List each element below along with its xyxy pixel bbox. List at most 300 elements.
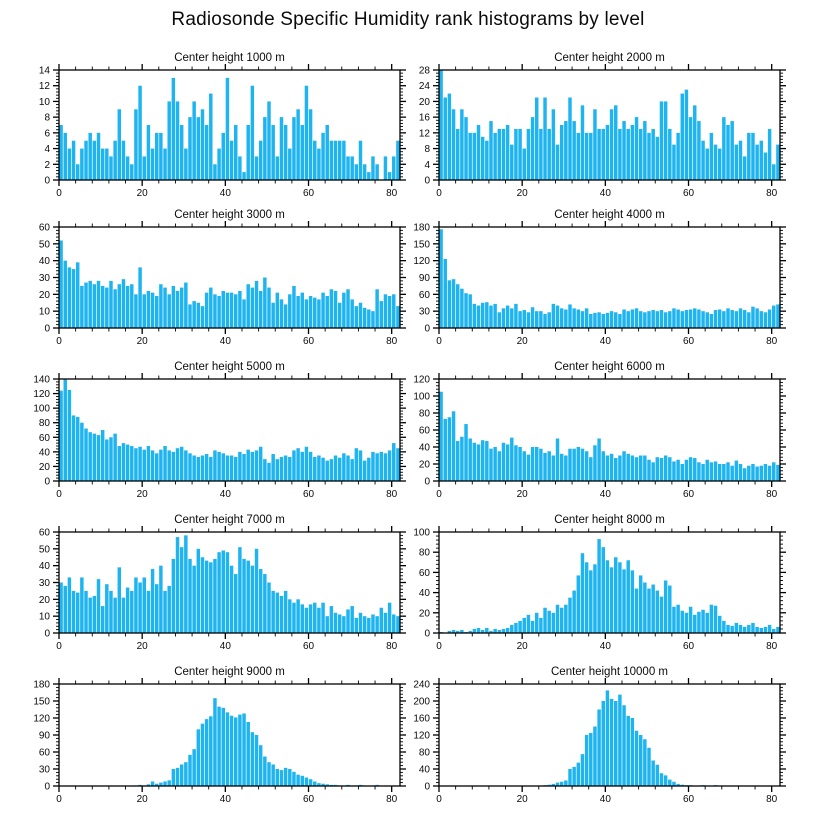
y-tick-label: 40 <box>38 447 50 459</box>
histogram-bar <box>271 125 274 180</box>
histogram-bar <box>263 459 266 481</box>
histogram-bar <box>255 281 258 328</box>
histogram-bar <box>201 109 204 180</box>
histogram-bar <box>209 94 212 180</box>
histogram-bar <box>167 780 170 786</box>
histogram-bar <box>238 547 241 633</box>
histogram-bar <box>730 466 733 481</box>
histogram-bar <box>498 451 501 481</box>
y-tick-label: 150 <box>413 239 430 251</box>
histogram-bar <box>473 304 476 328</box>
x-tick-label: 40 <box>599 794 611 805</box>
histogram-bar <box>564 780 567 786</box>
y-tick-label: 100 <box>33 403 50 415</box>
histogram-bar <box>593 109 596 180</box>
histogram-bar <box>689 607 692 633</box>
histogram-bar <box>581 105 584 180</box>
histogram-bar <box>217 552 220 633</box>
histogram-bar <box>155 133 158 180</box>
histogram-bar <box>143 294 146 328</box>
histogram-bar <box>172 78 175 180</box>
histogram-bar <box>326 125 329 180</box>
histogram-bar <box>485 302 488 328</box>
histogram-bar <box>134 109 137 180</box>
histogram-bar <box>668 129 671 180</box>
histogram-bar <box>176 101 179 180</box>
histogram-bar <box>88 133 91 180</box>
histogram-bar <box>452 109 455 180</box>
histogram-bar <box>342 293 345 328</box>
histogram-bar <box>334 141 337 180</box>
histogram-bar <box>151 450 154 481</box>
histogram-bar <box>180 547 183 633</box>
histogram-bar <box>326 296 329 328</box>
histogram-bar <box>288 769 291 786</box>
plot-frame <box>439 532 780 633</box>
histogram-bar <box>701 610 704 633</box>
bars <box>543 690 779 786</box>
y-tick-label: 120 <box>413 256 430 268</box>
histogram-bar <box>251 452 254 481</box>
histogram-bar <box>342 616 345 633</box>
y-tick-label: 40 <box>418 588 430 600</box>
histogram-bar <box>539 129 542 180</box>
histogram-bar <box>392 294 395 328</box>
histogram-bar <box>134 577 137 633</box>
histogram-bar <box>589 570 592 633</box>
histogram-bar <box>130 446 133 481</box>
histogram-bar <box>572 767 575 786</box>
histogram-bar <box>527 455 530 481</box>
histogram-bar <box>192 301 195 328</box>
histogram-bar <box>631 718 634 786</box>
histogram-bar <box>155 296 158 328</box>
histogram-bar <box>676 133 679 180</box>
histogram-bar <box>639 456 642 482</box>
histogram-bar <box>606 313 609 328</box>
histogram-bar <box>192 749 195 786</box>
x-tick-label: 20 <box>136 489 148 500</box>
histogram-bar <box>714 461 717 481</box>
histogram-bar <box>184 535 187 633</box>
histogram-bar <box>597 539 600 633</box>
panel-center-height-8000-m <box>413 514 786 652</box>
histogram-bar <box>481 440 484 481</box>
panel-title: Center height 6000 m <box>554 361 665 373</box>
histogram-bar <box>375 453 378 481</box>
histogram-bar <box>350 299 353 328</box>
histogram-bar <box>234 294 237 328</box>
histogram-bar <box>693 615 696 633</box>
y-tick-label: 12 <box>38 81 50 93</box>
histogram-bar <box>201 724 204 786</box>
bars <box>439 70 779 180</box>
histogram-bar <box>367 618 370 633</box>
histogram-bar <box>176 291 179 328</box>
x-tick-label: 0 <box>56 641 62 652</box>
histogram-bar <box>622 705 625 786</box>
histogram-bar <box>93 596 96 633</box>
y-tick-label: 140 <box>33 374 50 386</box>
x-tick-label: 60 <box>682 489 695 500</box>
histogram-bar <box>101 430 104 481</box>
histogram-bar <box>760 141 763 180</box>
x-tick-label: 20 <box>136 336 148 347</box>
y-tick-label: 20 <box>38 289 50 301</box>
histogram-bar <box>718 616 721 633</box>
histogram-bar <box>93 141 96 180</box>
histogram-bar <box>506 628 509 633</box>
histogram-bar <box>305 86 308 180</box>
y-tick-label: 60 <box>418 425 430 437</box>
histogram-bar <box>460 109 463 180</box>
histogram-bar <box>118 284 121 328</box>
histogram-bar <box>296 448 299 481</box>
histogram-bar <box>510 438 513 481</box>
histogram-bar <box>539 311 542 328</box>
histogram-bar <box>735 145 738 180</box>
histogram-bar <box>180 447 183 481</box>
panel-center-height-10000-m <box>413 666 786 805</box>
histogram-bar <box>647 460 650 481</box>
histogram-bar <box>747 133 750 180</box>
histogram-bar <box>355 618 358 633</box>
panel-center-height-1000-m <box>39 52 406 199</box>
histogram-bar <box>481 137 484 180</box>
histogram-bar <box>593 445 596 481</box>
histogram-bar <box>138 583 141 634</box>
histogram-bar <box>510 625 513 633</box>
histogram-bar <box>639 575 642 633</box>
x-tick-label: 20 <box>516 489 528 500</box>
histogram-bar <box>234 574 237 633</box>
histogram-bar <box>172 452 175 481</box>
histogram-bar <box>109 437 112 481</box>
histogram-bar <box>602 314 605 328</box>
histogram-bar <box>460 437 463 481</box>
histogram-bar <box>350 156 353 180</box>
histogram-bar <box>317 299 320 328</box>
x-tick-label: 60 <box>682 188 695 199</box>
y-tick-label: 120 <box>413 374 430 386</box>
histogram-bar <box>689 457 692 481</box>
x-tick-label: 60 <box>302 188 315 199</box>
histogram-bar <box>602 547 605 633</box>
histogram-bar <box>514 129 517 180</box>
histogram-bar <box>330 606 333 633</box>
histogram-bar <box>242 559 245 633</box>
histogram-bar <box>167 101 170 180</box>
histogram-bar <box>346 609 349 633</box>
histogram-bar <box>477 306 480 328</box>
histogram-bar <box>593 564 596 633</box>
histogram-bar <box>226 552 229 633</box>
histogram-bar <box>238 452 241 481</box>
histogram-bar <box>388 296 391 328</box>
histogram-bar <box>88 598 91 633</box>
histogram-bar <box>739 464 742 481</box>
histogram-bar <box>618 314 621 328</box>
histogram-bar <box>714 145 717 180</box>
histogram-bar <box>626 129 629 180</box>
histogram-bar <box>776 465 779 481</box>
histogram-bar <box>259 447 262 481</box>
histogram-bar <box>643 583 646 634</box>
histogram-bar <box>143 450 146 481</box>
histogram-bar <box>246 722 249 786</box>
histogram-bar <box>326 461 329 481</box>
histogram-bar <box>568 598 571 633</box>
histogram-bar <box>597 439 600 482</box>
x-tick-label: 20 <box>136 641 148 652</box>
histogram-bar <box>267 463 270 481</box>
histogram-bar <box>271 591 274 633</box>
histogram-bar <box>730 626 733 633</box>
histogram-bar <box>577 309 580 328</box>
y-tick-label: 60 <box>418 567 430 579</box>
y-tick-label: 120 <box>413 730 430 742</box>
histogram-bar <box>610 567 613 633</box>
histogram-bar <box>510 308 513 328</box>
histogram-bar <box>581 754 584 786</box>
histogram-bar <box>109 281 112 328</box>
histogram-bar <box>743 468 746 481</box>
histogram-bar <box>722 464 725 481</box>
histogram-bar <box>363 616 366 633</box>
y-tick-label: 20 <box>38 594 50 606</box>
histogram-bar <box>585 562 588 633</box>
histogram-bar <box>618 456 621 482</box>
histogram-bar <box>292 772 295 786</box>
y-tick-label: 50 <box>38 544 50 556</box>
histogram-bar <box>556 145 559 180</box>
histogram-bar <box>230 456 233 482</box>
histogram-bar <box>59 391 62 481</box>
histogram-bar <box>338 458 341 481</box>
histogram-bar <box>301 293 304 328</box>
panel-center-height-4000-m <box>413 209 786 347</box>
histogram-bar <box>192 456 195 482</box>
histogram-bar <box>543 98 546 181</box>
histogram-bar <box>535 447 538 481</box>
histogram-bar <box>205 293 208 328</box>
histogram-bar <box>130 164 133 180</box>
histogram-bar <box>68 267 71 328</box>
histogram-bar <box>743 310 746 328</box>
y-tick-label: 60 <box>38 747 50 759</box>
histogram-bar <box>593 727 596 787</box>
y-tick-label: 90 <box>38 730 50 742</box>
histogram-bar <box>647 589 650 633</box>
histogram-bar <box>359 450 362 481</box>
y-tick-label: 50 <box>38 239 50 251</box>
histogram-bar <box>138 267 141 328</box>
panel-title: Center height 9000 m <box>174 666 285 678</box>
histogram-bar <box>396 448 399 481</box>
histogram-bar <box>367 172 370 180</box>
histogram-bar <box>672 461 675 481</box>
histogram-bar <box>388 603 391 633</box>
histogram-bar <box>593 313 596 328</box>
histogram-bar <box>271 764 274 786</box>
histogram-bar <box>205 454 208 481</box>
y-tick-label: 0 <box>44 476 50 488</box>
histogram-bar <box>493 133 496 180</box>
histogram-bar <box>93 284 96 328</box>
histogram-bar <box>246 450 249 481</box>
x-tick-label: 80 <box>766 188 778 199</box>
histogram-bar <box>259 141 262 180</box>
histogram-bar <box>288 149 291 180</box>
histogram-bar <box>452 411 455 481</box>
histogram-bar <box>350 606 353 633</box>
histogram-bar <box>172 286 175 328</box>
histogram-bar <box>230 141 233 180</box>
histogram-bar <box>614 312 617 328</box>
y-tick-label: 20 <box>418 459 430 471</box>
histogram-bar <box>184 149 187 180</box>
histogram-bar <box>622 121 625 180</box>
histogram-bar <box>242 299 245 328</box>
histogram-bar <box>155 584 158 633</box>
histogram-bar <box>284 456 287 482</box>
histogram-bar <box>456 129 459 180</box>
histogram-bar <box>334 456 337 482</box>
histogram-bar <box>384 453 387 481</box>
histogram-bar <box>384 294 387 328</box>
histogram-bar <box>514 304 517 328</box>
panel-title: Center height 7000 m <box>174 514 285 526</box>
panel-title: Center height 5000 m <box>174 361 285 373</box>
x-tick-label: 0 <box>56 188 62 199</box>
histogram-bar <box>138 86 141 180</box>
histogram-bar <box>676 460 679 481</box>
histogram-bar <box>743 627 746 633</box>
histogram-bar <box>263 574 266 633</box>
histogram-bar <box>693 458 696 481</box>
histogram-bar <box>276 459 279 481</box>
panel-center-height-5000-m <box>33 361 406 500</box>
histogram-bar <box>618 562 621 633</box>
histogram-bar <box>577 575 580 633</box>
histogram-bar <box>251 288 254 328</box>
histogram-bar <box>334 291 337 328</box>
histogram-bar <box>739 141 742 180</box>
histogram-bar <box>564 605 567 633</box>
histogram-bar <box>113 434 116 481</box>
histogram-bar <box>317 149 320 180</box>
histogram-bar <box>577 133 580 180</box>
histogram-bar <box>560 608 563 633</box>
histogram-bar <box>113 289 116 328</box>
histogram-bar <box>296 775 299 786</box>
histogram-bar <box>301 776 304 786</box>
histogram-bar <box>342 141 345 180</box>
histogram-bar <box>547 129 550 180</box>
histogram-bar <box>581 553 584 633</box>
histogram-bar <box>72 141 75 180</box>
histogram-bar <box>464 293 467 328</box>
histogram-bar <box>242 172 245 180</box>
histogram-bar <box>130 591 133 633</box>
histogram-bar <box>664 312 667 328</box>
histogram-bar <box>523 618 526 633</box>
y-tick-label: 0 <box>424 175 430 187</box>
histogram-bar <box>664 580 667 633</box>
page-title: Radiosonde Specific Humidity rank histograms by level <box>171 9 645 30</box>
histogram-bar <box>359 141 362 180</box>
histogram-bar <box>317 608 320 633</box>
histogram-bar <box>188 755 191 786</box>
x-tick-label: 0 <box>56 336 62 347</box>
histogram-bar <box>76 593 79 633</box>
histogram-bar <box>610 311 613 328</box>
histogram-bar <box>635 308 638 328</box>
histogram-bar <box>489 121 492 180</box>
histogram-bar <box>656 137 659 180</box>
histogram-bar <box>76 262 79 328</box>
histogram-bar <box>485 628 488 633</box>
histogram-bar <box>618 695 621 786</box>
histogram-bar <box>267 762 270 786</box>
histogram-bar <box>230 293 233 328</box>
histogram-bar <box>309 779 312 786</box>
y-tick-label: 6 <box>44 128 50 140</box>
histogram-bar <box>72 415 75 481</box>
histogram-bar <box>560 454 563 481</box>
histogram-bar <box>188 117 191 180</box>
histogram-bar <box>706 460 709 481</box>
y-tick-label: 180 <box>33 679 50 691</box>
histogram-bar <box>739 625 742 633</box>
y-tick-label: 40 <box>38 561 50 573</box>
histogram-bar <box>668 457 671 481</box>
histogram-bar <box>217 707 220 786</box>
histogram-bar <box>97 133 100 180</box>
histogram-bar <box>226 78 229 180</box>
y-tick-label: 30 <box>38 578 50 589</box>
x-tick-label: 40 <box>219 489 231 500</box>
y-tick-label: 30 <box>418 306 430 318</box>
histogram-bar <box>151 569 154 633</box>
histogram-bar <box>651 585 654 633</box>
x-tick-label: 40 <box>219 641 231 652</box>
histogram-bar <box>685 613 688 633</box>
histogram-bar <box>448 94 451 180</box>
histogram-bar <box>346 289 349 328</box>
histogram-bar <box>685 460 688 481</box>
histogram-bar <box>635 117 638 180</box>
histogram-bar <box>122 598 125 633</box>
histogram-bar <box>448 417 451 481</box>
histogram-bar <box>105 439 108 481</box>
histogram-bar <box>568 449 571 481</box>
histogram-bar <box>722 117 725 180</box>
histogram-bar <box>176 768 179 786</box>
histogram-bar <box>589 133 592 180</box>
histogram-bar <box>159 284 162 328</box>
histogram-bar <box>359 613 362 633</box>
histogram-bar <box>626 454 629 481</box>
histogram-bar <box>439 392 442 481</box>
y-tick-label: 80 <box>38 418 50 430</box>
histogram-bar <box>631 125 634 180</box>
histogram-bar <box>192 101 195 180</box>
histogram-bar <box>355 306 358 328</box>
histogram-bar <box>730 121 733 180</box>
histogram-bar <box>439 229 442 328</box>
histogram-bar <box>105 288 108 328</box>
